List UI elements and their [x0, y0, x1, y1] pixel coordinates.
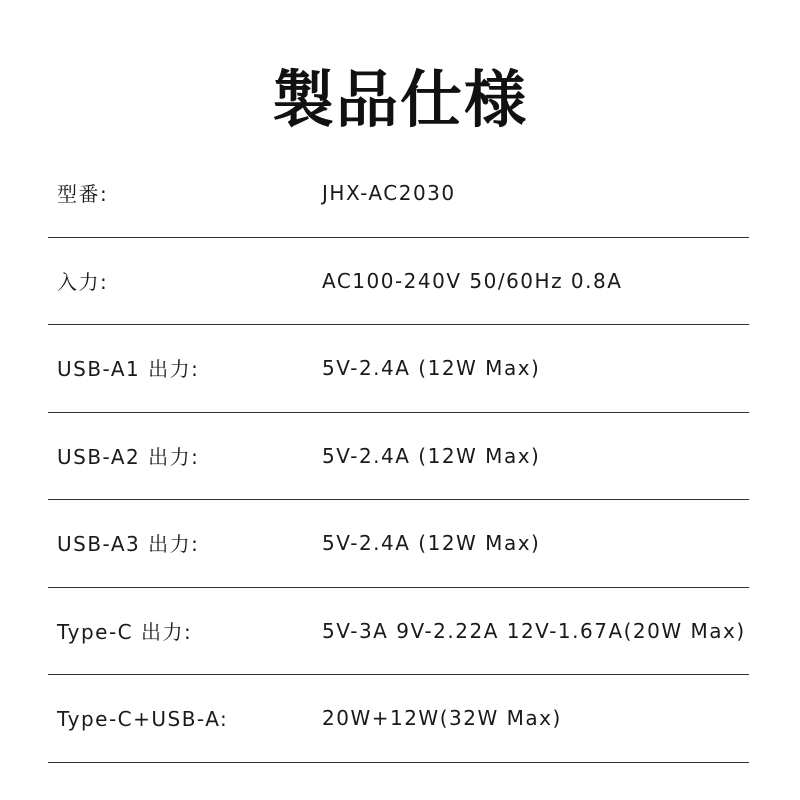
spec-value: JHX-AC2030 [322, 181, 456, 205]
spec-row-usb-a2 [48, 413, 749, 501]
spec-value: 20W+12W(32W Max) [322, 706, 562, 730]
spec-label: Type-C 出力: [57, 619, 193, 644]
spec-label: 入力: [57, 269, 109, 294]
spec-row-input [48, 238, 749, 326]
page-title: 製品仕様 [271, 63, 528, 136]
spec-value: AC100-240V 50/60Hz 0.8A [322, 268, 623, 293]
spec-label: Type-C+USB-A: [57, 707, 229, 731]
spec-value: 5V-2.4A (12W Max) [322, 443, 541, 468]
spec-label: 型番: [57, 182, 109, 206]
spec-table [48, 150, 749, 763]
spec-row-usb-a3 [48, 500, 749, 588]
spec-label: USB-A2 出力: [57, 444, 200, 469]
spec-row-usb-a1 [48, 325, 749, 413]
spec-row-combined [48, 675, 749, 763]
spec-label: USB-A1 出力: [57, 357, 200, 381]
spec-value: 5V-3A 9V-2.22A 12V-1.67A(20W Max) [322, 618, 746, 643]
spec-value: 5V-2.4A (12W Max) [322, 531, 541, 555]
spec-label: USB-A3 出力: [57, 532, 200, 556]
spec-value: 5V-2.4A (12W Max) [322, 356, 541, 380]
spec-row-model [48, 150, 749, 238]
spec-row-type-c [48, 588, 749, 676]
